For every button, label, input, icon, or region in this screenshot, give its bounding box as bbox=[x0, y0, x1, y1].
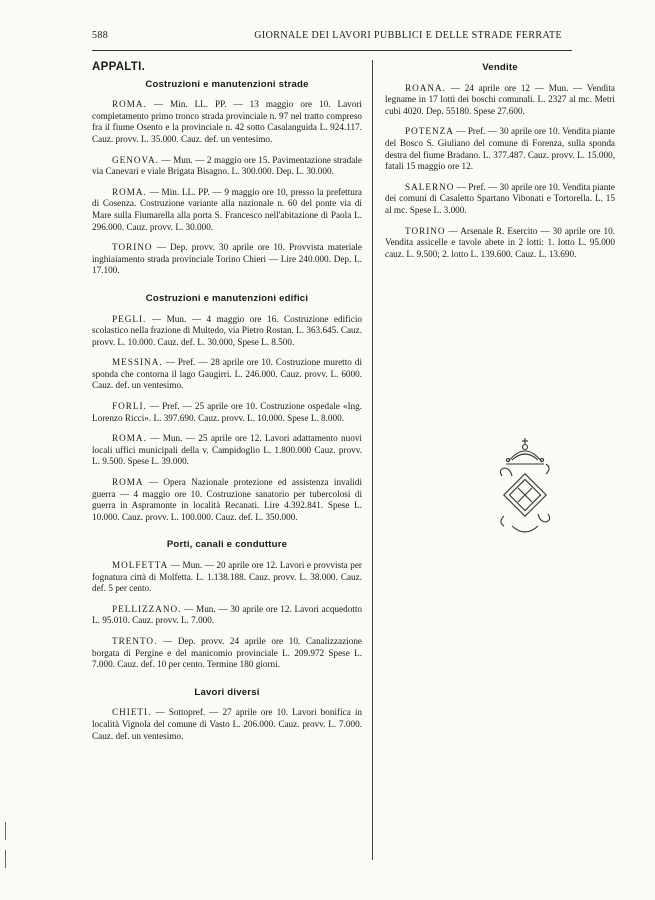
entry-place: ROMA. bbox=[112, 186, 147, 197]
entry-place: CHIETI. bbox=[112, 707, 152, 718]
entry-text: — Min. LL. PP. — 9 maggio ore 10, presso la prefettura di Cosenza. Costruzione variante alla nazionale n. 60 del ponte via di Mare sulla Fiumarella alla porta S. Francesco nell'abitazione di Paola L. 296.000. Cauz. provv. L. 30.000. bbox=[92, 186, 362, 232]
list-item bbox=[92, 155, 362, 178]
entry-text: — Mun. — 30 aprile ore 12. Lavori acquedotto L. 95.010. Cauz. provv. L. 7.000. bbox=[92, 603, 362, 626]
header-rule bbox=[92, 50, 572, 51]
entry-text: — Pref. — 28 aprile ore 10. Costruzione muretto di sponda che contorna il lago Gaugirri. L. 246.000. Cauz. provv. L. 6000. Cauz. def. un ventesimo. bbox=[92, 357, 362, 391]
page-header bbox=[92, 30, 562, 46]
savoy-crown-knot-emblem-icon bbox=[490, 430, 560, 545]
column-divider bbox=[372, 60, 373, 860]
list-item bbox=[92, 242, 362, 277]
entry-place: POTENZA bbox=[405, 126, 454, 137]
list-item bbox=[385, 83, 615, 118]
list-item bbox=[92, 314, 362, 349]
journal-title: GIORNALE DEI LAVORI PUBBLICI E DELLE STRADE FERRATE bbox=[254, 30, 562, 41]
list-item bbox=[92, 560, 362, 595]
list-item bbox=[385, 226, 615, 261]
list-item bbox=[92, 401, 362, 424]
list-item bbox=[385, 182, 615, 217]
entry-place: ROANA. bbox=[405, 82, 446, 93]
entry-place: PELLIZZANO. bbox=[112, 603, 182, 614]
entry-place: TORINO bbox=[112, 242, 153, 253]
entry-place: TRENTO. bbox=[112, 635, 158, 646]
margin-mark bbox=[5, 822, 6, 840]
entry-place: SALERNO bbox=[405, 181, 455, 192]
right-column bbox=[385, 62, 615, 269]
page-number: 588 bbox=[92, 30, 109, 41]
emblem-svg bbox=[490, 430, 560, 545]
list-item bbox=[385, 126, 615, 172]
entry-text: — Mun. — 20 aprile ore 12. Lavori e provvista per fognatura città di Molfetta. L. 1.138.188. Cauz. provv. L. 38.000. Cauz. def. 5 per cento. bbox=[92, 560, 362, 594]
entry-text: — Pref. — 25 aprile ore 10. Costruzione ospedale «Ing. Lorenzo Ricci». L. 397.690. Cauz. provv. L. 10.000. Spese L. 8.000. bbox=[92, 401, 362, 423]
entry-place: MOLFETTA bbox=[112, 560, 169, 570]
entry-place: FORLI. bbox=[112, 401, 147, 412]
list-item bbox=[92, 357, 362, 392]
entry-place: ROMA. bbox=[112, 433, 147, 444]
entry-place: PEGLI. bbox=[112, 313, 147, 324]
list-item bbox=[92, 604, 362, 627]
section-title: Porti, canali e condutture bbox=[166, 539, 288, 551]
list-item bbox=[92, 99, 362, 145]
left-column bbox=[92, 62, 362, 751]
entry-place: GENOVA. bbox=[112, 154, 159, 165]
entry-text: — 24 aprile ore 12 — Mun. — Vendita legname in 17 lotti dei boschi comunali. L. 2327 al mc. Metri cubi 4020. Dep. 55180. Spese 27.600. bbox=[385, 82, 615, 116]
entry-text: — Dep. provv. 24 aprile ore 10. Canalizzazione borgata di Pergine e del manicomio provinciale L. 209.972 Spese L. 7.000. Cauz. def. 10 per cento. Termine 180 giorni. bbox=[92, 635, 362, 670]
crown-icon bbox=[506, 438, 544, 464]
section-title: Costruzioni e manutenzioni edifici bbox=[145, 292, 309, 304]
entry-text: — Mun. — 4 maggio ore 16. Costruzione edificio scolastico nella frazione di Multedo, via Pietro Rostan. L. 363.645. Cauz. provv. L. 10.000. Cauz. def. L. 30.000, Spese L. 8.500. bbox=[92, 313, 362, 347]
entry-place: TORINO bbox=[405, 225, 446, 236]
section-title: Costruzioni e manutenzioni strade bbox=[145, 78, 309, 90]
entry-text: — Mun. — 2 maggio ore 15. Pavimentazione stradale via Canevari e viale Brigata Bisagno. L. 300.000. Dep. L. 30.000. bbox=[92, 154, 362, 177]
entry-text: — Opera Nazionale protezione ed assistenza invalidi guerra — 4 maggio ore 10. Costruzione sanatorio per tubercolosi di guerra in Aspramonte in località Recanati. Lire 4.392.841. Spese L. 10.000. Cauz. provv. L. 100.000. Cauz. def. L. 350.000. bbox=[92, 477, 362, 522]
main-heading: APPALTI. bbox=[92, 61, 146, 73]
entry-text: — Dep. provv. 30 aprile ore 10. Provvista materiale inghiaiamento strada provinciale Torino Chieri — Lire 240.000. Dep. L. 17.100. bbox=[92, 242, 362, 276]
entry-text: — Pref. — 30 aprile ore 10. Vendita piante dei comuni di Casaletto Spartano Vibonati e Tortorella. L. 15 al mc. Spese L. 3.000. bbox=[385, 181, 615, 215]
list-item bbox=[92, 477, 362, 523]
list-item bbox=[92, 707, 362, 742]
entry-place: ROMA bbox=[112, 477, 144, 488]
entry-text: — Mun. — 25 aprile ore 12. Lavori adattamento nuovi locali uffici municipali della v. Campidoglio L. 1.800.000 Cauz. provv. L. 9.500. Spese L. 39.000. bbox=[92, 433, 362, 467]
entry-text: — Arsenale R. Esercito — 30 aprile ore 10. Vendita assicelle e tavole abete in 2 lotti: 1. lotto L. 95.000 cauz. L. 9.500; 2. lotto L. 139.600. Cauz. L. 13.690. bbox=[385, 225, 615, 259]
entry-text: — Pref. — 30 aprile ore 10. Vendita piante del Bosco S. Giuliano del comune di Forenza, sulla sponda destra del fiume Bradano. L. 377.487. Cauz. provv. L. 15.000, fatali 15 maggio ore 12. bbox=[385, 126, 615, 172]
savoy-knot-icon bbox=[500, 464, 549, 532]
section-title: Lavori diversi bbox=[194, 686, 260, 698]
entry-text: — Sottopref. — 27 aprile ore 10. Lavori bonifica in località Vignola del comune di Vasto L. 206.000. Cauz. provv. L. 7.000. Cauz. def. un ventesimo. bbox=[92, 707, 362, 741]
entry-place: ROMA. bbox=[112, 99, 147, 110]
entry-place: MESSINA. bbox=[112, 357, 163, 368]
margin-mark bbox=[5, 850, 6, 868]
list-item bbox=[92, 636, 362, 671]
list-item bbox=[92, 187, 362, 233]
section-title: Vendite bbox=[482, 62, 518, 73]
entry-text: — Min. LL. PP. — 13 maggio ore 10. Lavori completamento primo tronco strada provinciale n. 97 nel tratto compreso fra il fiume Osento e la provinciale n. 42 sotto Casalanguida L. 924.117. Cauz. provv. L. 35.000. Cauz. def. un ventesimo. bbox=[92, 99, 362, 144]
list-item bbox=[92, 433, 362, 468]
